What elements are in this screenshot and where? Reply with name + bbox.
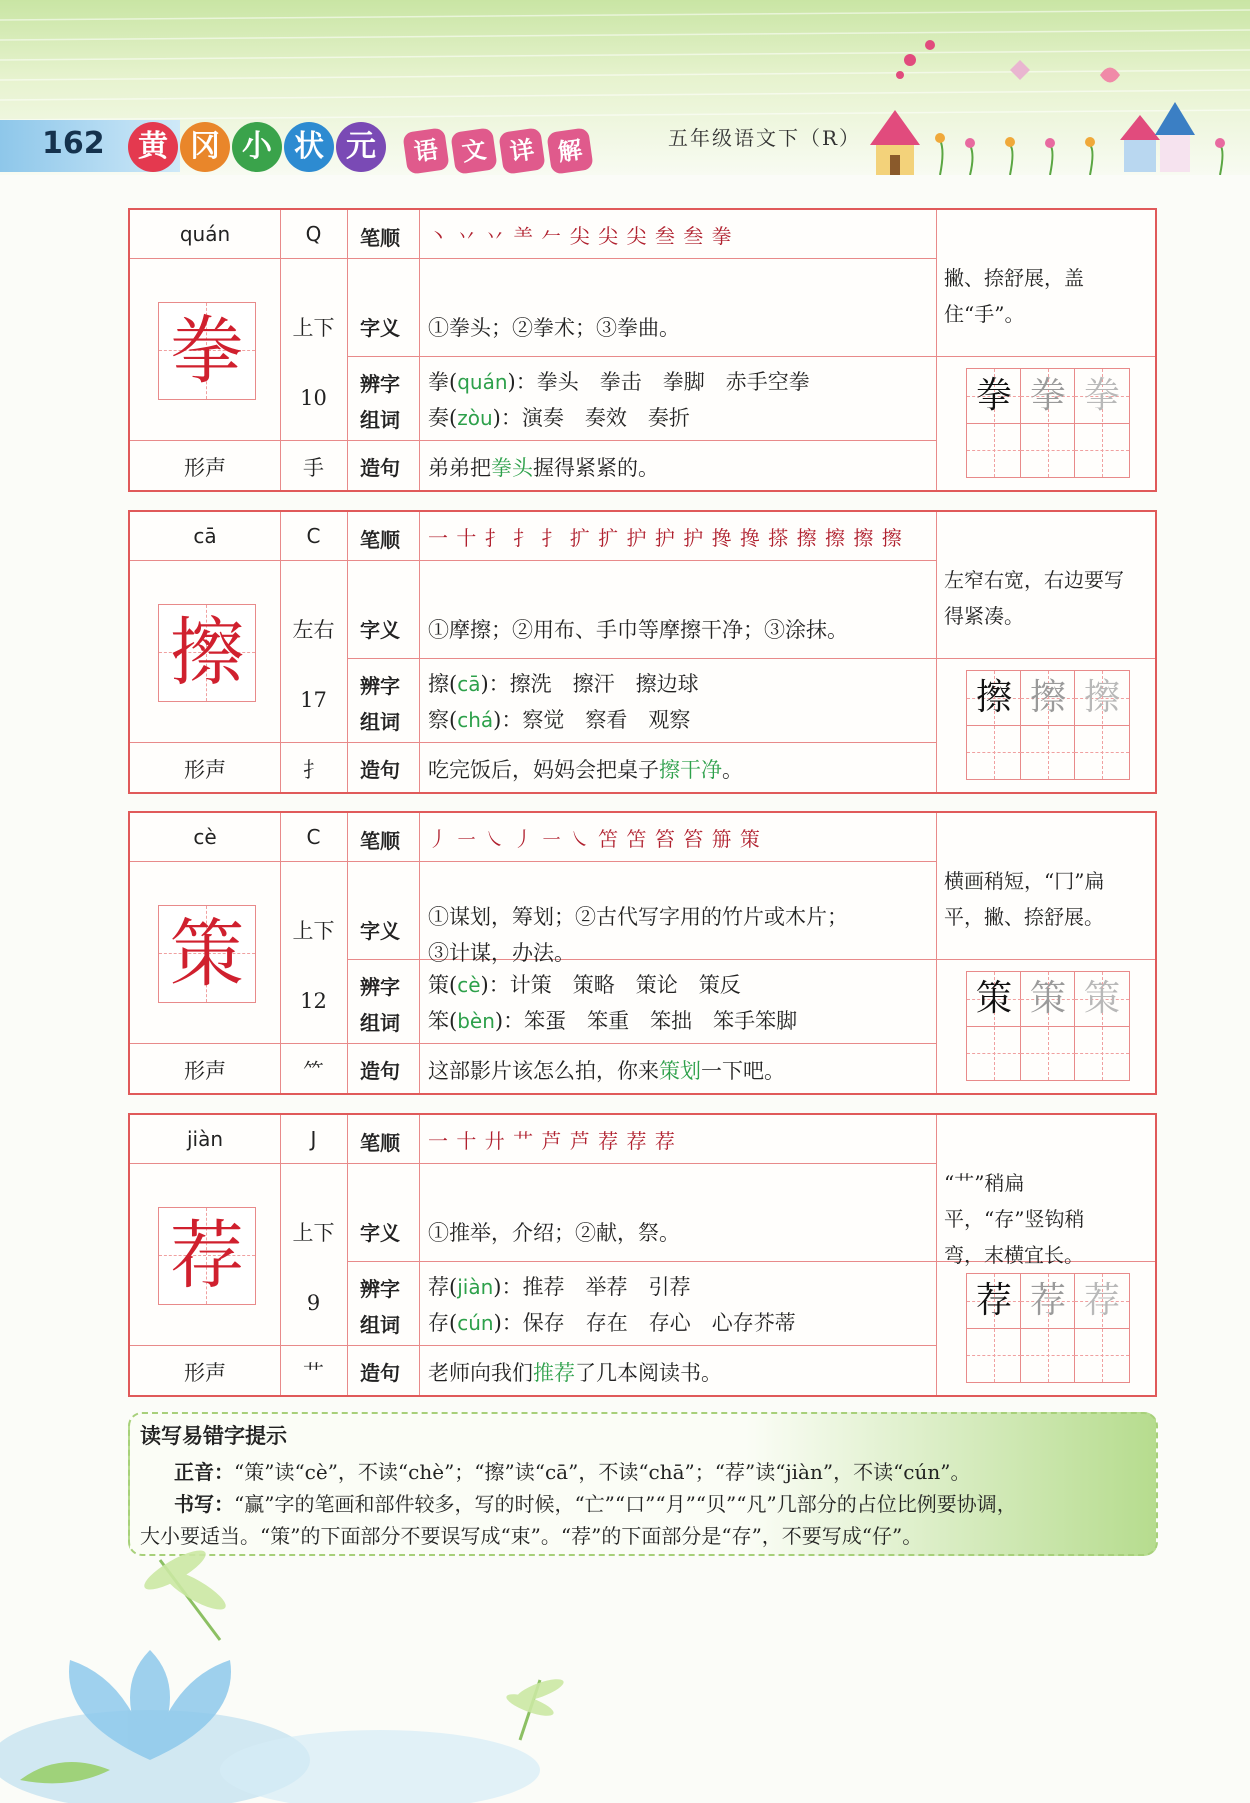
stroke-label: 笔顺	[360, 528, 400, 552]
dist-words: 推荐 举荐 引荐	[522, 1275, 691, 1299]
example-sentence	[428, 1357, 722, 1387]
distinguish-label: 辨字	[360, 674, 400, 698]
dist-char: 擦	[428, 672, 449, 696]
initial-letter: C	[306, 524, 321, 548]
character-box	[158, 1207, 256, 1305]
stroke-count: 17	[300, 688, 327, 712]
stroke-order: 丿 ㇐ ㇏ 丿 ㇐ ㇏ 笘 笘 笞 笞 笧 策	[428, 827, 761, 851]
writing-tip: 横画稍短，“冂”扁平，撇、捺舒展。	[944, 869, 1105, 929]
stroke-count: 10	[300, 386, 327, 410]
sentence-part: 。	[722, 758, 743, 782]
sentence-part: 弟弟把	[428, 456, 491, 480]
pinyin: cā	[193, 524, 217, 548]
distinguish-label: 辨字	[360, 372, 400, 396]
logo-sub-char: 文	[450, 127, 497, 174]
house-flower-illustration	[850, 40, 1250, 175]
compose-label: 组词	[360, 1011, 400, 1035]
pron-label: 正音：	[174, 1460, 234, 1484]
dist-char: 笨	[428, 1009, 449, 1033]
distinguish-row-1: 擦(cā)：擦洗 擦汗 擦边球	[428, 672, 699, 696]
sentence-part: 一下吧。	[701, 1059, 785, 1083]
dist-pinyin: quán	[457, 370, 508, 394]
sentence-highlight: 拳头	[491, 456, 533, 480]
radical: 手	[303, 456, 324, 480]
distinguish-row-1: 拳(quán)：拳头 拳击 拳脚 赤手空拳	[428, 370, 810, 394]
character-type: 形声	[184, 758, 226, 782]
lotus-dragonfly-illustration	[0, 1530, 1250, 1803]
pron-text: “策”读“cè”，不读“chè”；“擦”读“cā”，不读“chā”；“荐”读“jiàn”，不读“cún”。	[234, 1460, 971, 1484]
distinguish-label: 辨字	[360, 1277, 400, 1301]
series-logo	[128, 122, 386, 172]
main-character: 拳	[170, 308, 244, 394]
example-sentence	[428, 1055, 785, 1085]
practice-grid	[966, 368, 1130, 478]
distinguish-row-1: 策(cè)：计策 策略 策论 策反	[428, 973, 741, 997]
write-label: 书写：	[174, 1492, 234, 1516]
tips-pronunciation	[174, 1456, 971, 1485]
dist-pinyin: zòu	[457, 406, 493, 430]
practice-char-trace: 策	[1083, 978, 1120, 1019]
meaning-label: 字义	[360, 618, 400, 642]
example-sentence	[428, 754, 743, 784]
dist-words: 演奏 奏效 奏折	[521, 406, 690, 430]
sentence-label: 造句	[360, 1361, 400, 1385]
character-type: 形声	[184, 456, 226, 480]
compose-label: 组词	[360, 710, 400, 734]
character-type: 形声	[184, 1361, 226, 1385]
character-card	[128, 811, 1157, 1095]
character-box	[158, 604, 256, 702]
meaning-line-2: ③计谋，办法。	[428, 941, 575, 965]
radical: ⺮	[303, 1059, 324, 1083]
structure: 上下	[292, 1221, 335, 1245]
dist-words: 察觉 察看 观察	[522, 708, 691, 732]
dist-pinyin: cā	[457, 672, 481, 696]
writing-tip: 左窄右宽，右边要写得紧凑。	[944, 568, 1124, 628]
practice-char: 策	[975, 978, 1012, 1019]
distinguish-row-2: 存(cún)：保存 存在 存心 心存芥蒂	[428, 1311, 796, 1335]
logo-char: 元	[336, 122, 386, 172]
pinyin: jiàn	[186, 1127, 224, 1151]
logo-char: 黄	[128, 122, 178, 172]
pinyin: quán	[179, 222, 231, 246]
dist-pinyin: cún	[457, 1311, 494, 1335]
practice-char: 擦	[975, 677, 1012, 718]
dist-char: 策	[428, 973, 449, 997]
page-header	[0, 0, 1250, 175]
sentence-label: 造句	[360, 456, 400, 480]
grade-label: 五年级语文下（R）	[668, 126, 862, 150]
character-box	[158, 905, 256, 1003]
dist-char: 拳	[428, 370, 449, 394]
series-sub-logo	[405, 130, 591, 172]
practice-char-trace: 擦	[1083, 677, 1120, 718]
dist-pinyin: jiàn	[457, 1275, 494, 1299]
logo-sub-char: 解	[546, 127, 593, 174]
distinguish-row-2: 察(chá)：察觉 察看 观察	[428, 708, 691, 732]
dist-char: 奏	[428, 406, 449, 430]
sentence-highlight: 策划	[659, 1059, 701, 1083]
stroke-count: 9	[306, 1291, 321, 1315]
main-character: 擦	[170, 610, 244, 696]
page-number: 162	[42, 126, 105, 161]
practice-char-trace: 拳	[1083, 375, 1120, 416]
dist-char: 荐	[428, 1275, 449, 1299]
practice-char-trace: 荐	[1083, 1280, 1120, 1321]
character-card	[128, 510, 1157, 794]
write-text-1: “赢”字的笔画和部件较多，写的时候，“亡”“口”“月”“贝”“凡”几部分的占位比例要协调，	[234, 1492, 1017, 1516]
stroke-count: 12	[300, 989, 327, 1013]
sentence-highlight: 擦干净	[659, 758, 722, 782]
main-character: 策	[170, 911, 244, 997]
practice-char-trace: 拳	[1029, 375, 1066, 416]
distinguish-label: 辨字	[360, 975, 400, 999]
dist-pinyin: bèn	[457, 1009, 495, 1033]
stroke-order: 一 十 扌 扌 扌 扩 扩 护 护 护 搀 搀 搽 擦 擦 擦 擦	[428, 526, 903, 550]
initial-letter: Q	[305, 222, 322, 246]
meaning-text: ①拳头；②拳术；③拳曲。	[428, 316, 680, 340]
structure: 上下	[292, 316, 335, 340]
logo-char: 冈	[180, 122, 230, 172]
writing-tip: “艹”稍扁平，“存”竖钩稍弯，末横宜长。	[944, 1171, 1085, 1267]
practice-char-trace: 策	[1029, 978, 1066, 1019]
structure: 上下	[292, 919, 335, 943]
radical: 艹	[303, 1361, 324, 1385]
stroke-order: 一 十 廾 艹 芦 芦 荐 荐 荐	[428, 1129, 676, 1153]
compose-label: 组词	[360, 408, 400, 432]
compose-label: 组词	[360, 1313, 400, 1337]
logo-sub-char: 详	[498, 127, 545, 174]
character-type: 形声	[184, 1059, 226, 1083]
initial-letter: J	[310, 1127, 317, 1151]
meaning-text: ①摩擦；②用布、手巾等摩擦干净；③涂抹。	[428, 618, 848, 642]
dist-words: 笨蛋 笨重 笨拙 笨手笨脚	[524, 1009, 798, 1033]
sentence-part: 吃完饭后，妈妈会把桌子	[428, 758, 659, 782]
practice-char: 拳	[975, 375, 1012, 416]
stroke-label: 笔顺	[360, 1131, 400, 1155]
initial-letter: C	[306, 825, 321, 849]
pinyin: cè	[193, 825, 217, 849]
sentence-part: 这部影片该怎么拍，你来	[428, 1059, 659, 1083]
meaning-label: 字义	[360, 1221, 400, 1245]
sentence-highlight: 推荐	[533, 1361, 575, 1385]
tips-title: 读写易错字提示	[140, 1424, 287, 1448]
writing-tip: 撇、捺舒展，盖住“手”。	[944, 266, 1084, 326]
structure: 左右	[292, 618, 335, 642]
practice-grid	[966, 670, 1130, 780]
sentence-part: 握得紧紧的。	[533, 456, 659, 480]
practice-char-trace: 荐	[1029, 1280, 1066, 1321]
tips-writing-cont: 大小要适当。“策”的下面部分不要误写成“束”。“荐”的下面部分是“存”，不要写成“仔”。	[140, 1524, 923, 1548]
example-sentence	[428, 452, 659, 482]
character-box	[158, 302, 256, 400]
logo-char: 小	[232, 122, 282, 172]
distinguish-row-2: 奏(zòu)：演奏 奏效 奏折	[428, 406, 690, 430]
sentence-part: 老师向我们	[428, 1361, 533, 1385]
dist-char: 存	[428, 1311, 449, 1335]
character-card	[128, 208, 1157, 492]
dist-pinyin: chá	[457, 708, 494, 732]
main-character: 荐	[170, 1213, 244, 1299]
stroke-order: 丶 丷 丷 ⺷ 𠂉 尖 尖 尖 叁 叁 拳	[428, 224, 733, 248]
stroke-label: 笔顺	[360, 226, 400, 250]
radical: 扌	[303, 758, 324, 782]
logo-char: 状	[284, 122, 334, 172]
distinguish-row-1: 荐(jiàn)：推荐 举荐 引荐	[428, 1275, 691, 1299]
dist-pinyin: cè	[457, 973, 481, 997]
character-card	[128, 1113, 1157, 1397]
practice-char-trace: 擦	[1029, 677, 1066, 718]
meaning-line-1: ①谋划，筹划；②古代写字用的竹片或木片；	[428, 905, 848, 929]
dist-words: 计策 策略 策论 策反	[509, 973, 741, 997]
dist-char: 察	[428, 708, 449, 732]
dist-words: 保存 存在 存心 心存芥蒂	[522, 1311, 796, 1335]
meaning-label: 字义	[360, 316, 400, 340]
dist-words: 拳头 拳击 拳脚 赤手空拳	[536, 370, 810, 394]
meaning-text: ①推举，介绍；②献，祭。	[428, 1221, 680, 1245]
logo-sub-char: 语	[402, 127, 449, 174]
sentence-label: 造句	[360, 1059, 400, 1083]
stroke-label: 笔顺	[360, 829, 400, 853]
meaning-label: 字义	[360, 919, 400, 943]
tips-writing	[174, 1488, 1017, 1517]
practice-grid	[966, 1273, 1130, 1383]
sentence-label: 造句	[360, 758, 400, 782]
practice-grid	[966, 971, 1130, 1081]
distinguish-row-2: 笨(bèn)：笨蛋 笨重 笨拙 笨手笨脚	[428, 1009, 798, 1033]
practice-char: 荐	[975, 1280, 1012, 1321]
sentence-part: 了几本阅读书。	[575, 1361, 722, 1385]
dist-words: 擦洗 擦汗 擦边球	[509, 672, 699, 696]
